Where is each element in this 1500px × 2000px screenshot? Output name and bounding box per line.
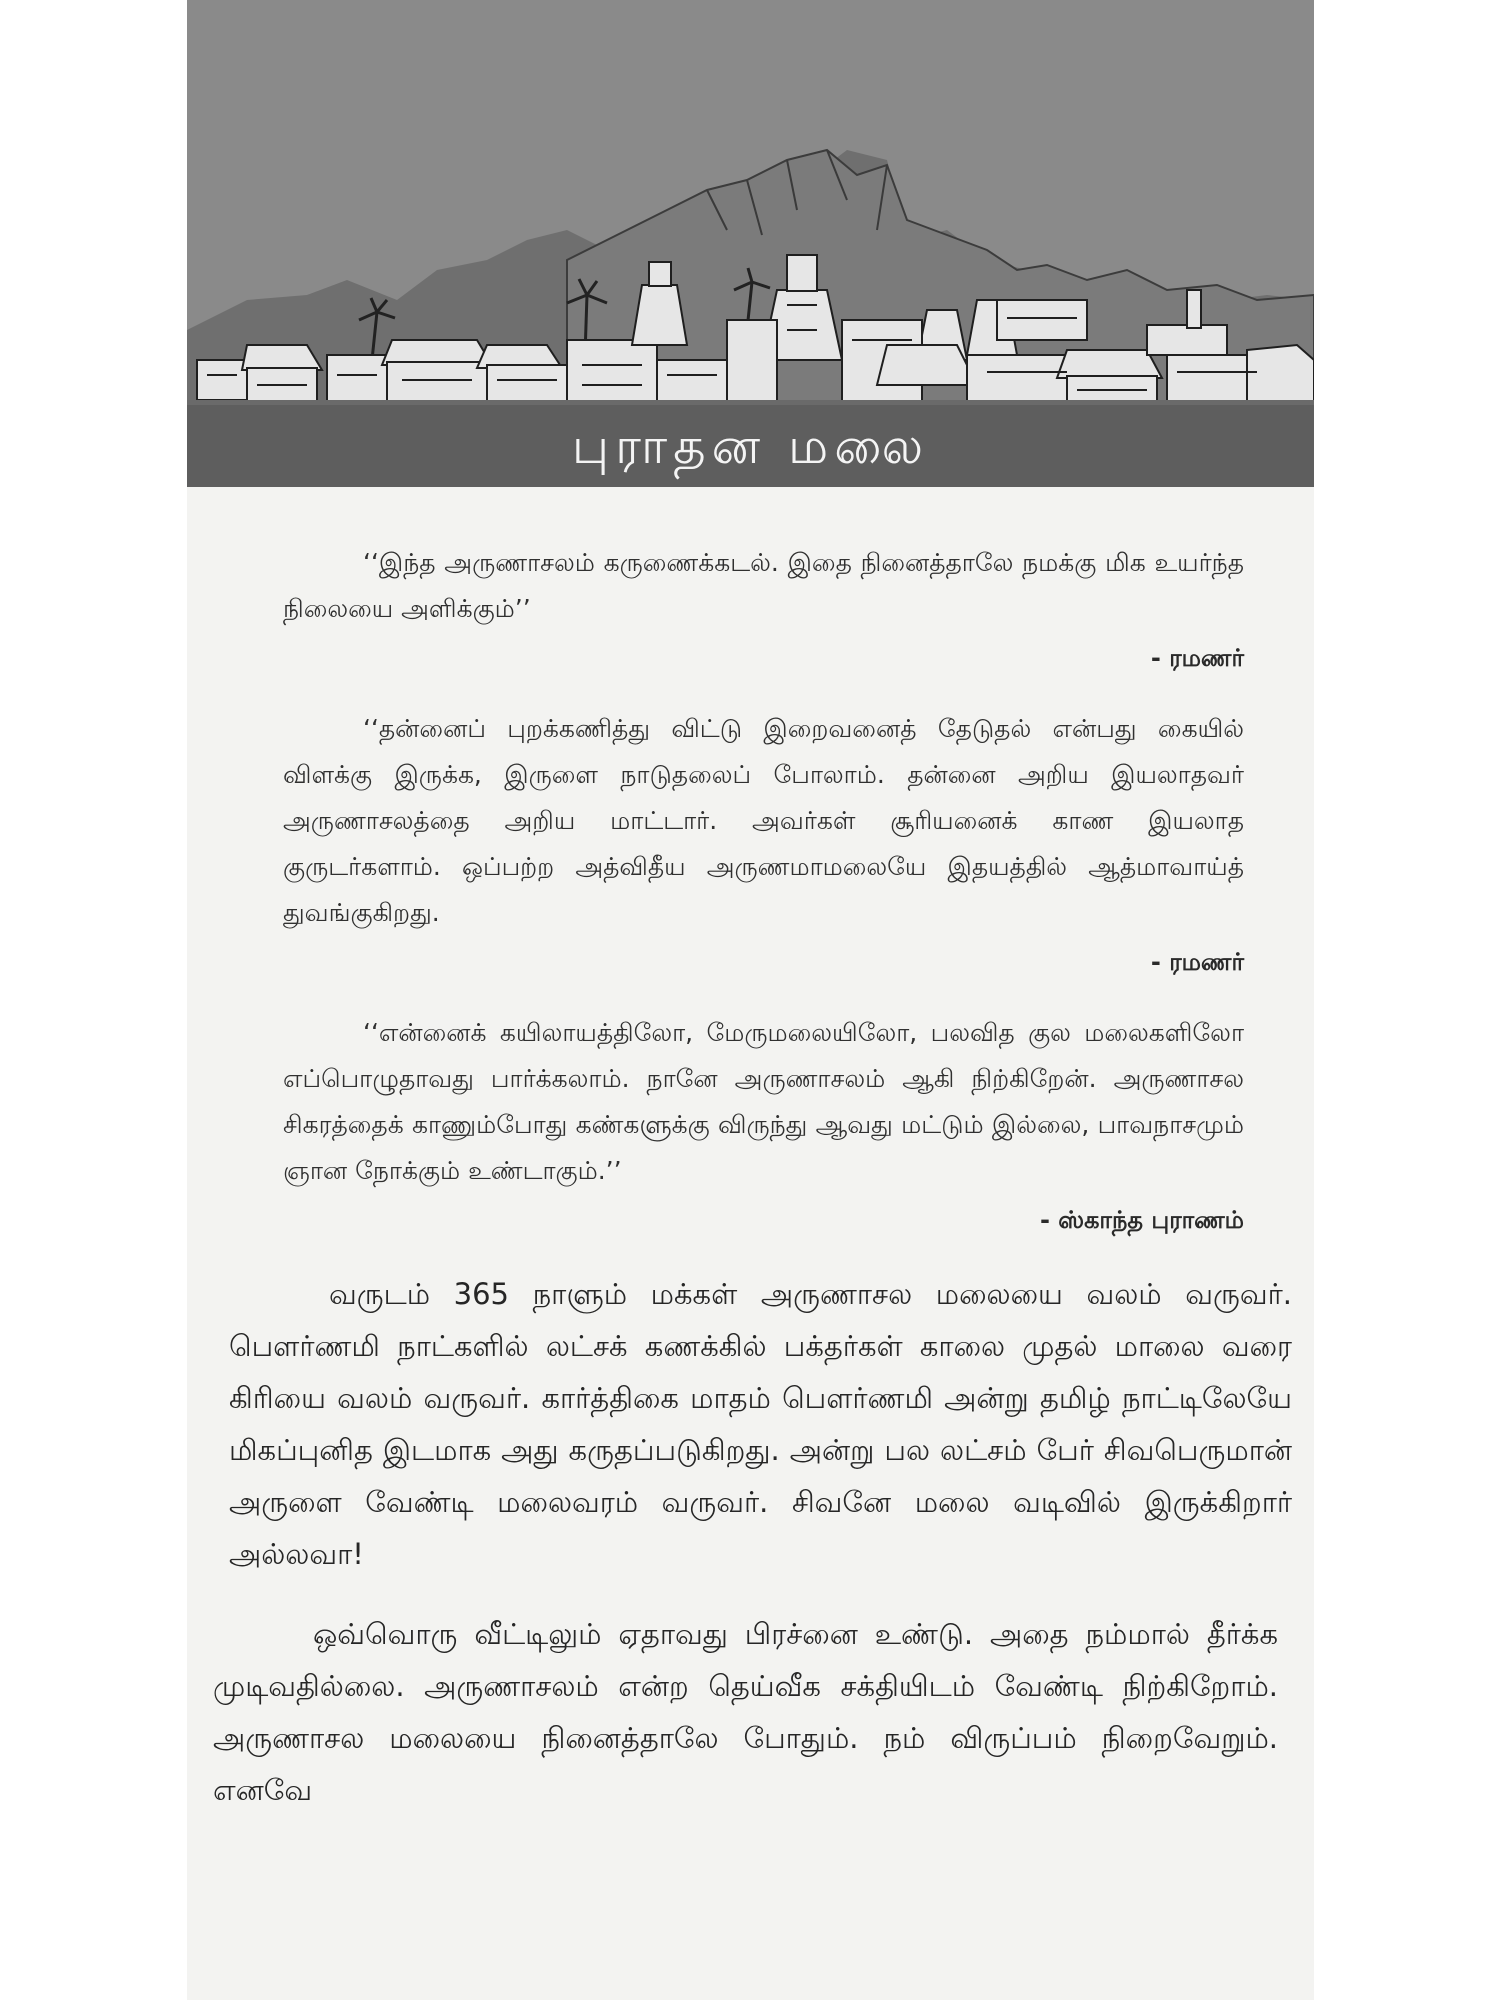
quote-2: ‘‘தன்னைப் புறக்கணித்து விட்டு இறைவனைத் தேடுதல் என்பது கையில் விளக்கு இருக்க, இருளை நாடுதலைப் போலாம். தன்னை அறிய இயலாதவர் அருணாசலத்தை அறிய மாட்டார். அவர்கள் சூரியனைக் காண இயலாத குருடர்களாம். ஒப்பற்ற அத்விதீய அருணமாமலையே இதயத்தில் ஆத்மாவாய்த் துவங்குகிறது. [283,714,1244,927]
page-text [187,540,1314,1816]
quote-1-attribution: - ரமணர் [1150,644,1244,672]
quote-3-attribution: - ஸ்காந்த புராணம் [1039,1206,1244,1234]
body-paragraph-1: வருடம் 365 நாளும் மக்கள் அருணாசல மலையை வலம் வருவர். பௌர்ணமி நாட்களில் லட்சக் கணக்கில் பக்தர்கள் காலை முதல் மாலை வரை கிரியை வலம் வருவர். கார்த்திகை மாதம் பௌர்ணமி அன்று தமிழ் நாட்டிலேயே மிகப்புனித இடமாக அது கருதப்படுகிறது. அன்று பல லட்சம் பேர் சிவபெருமான் அருளை வேண்டி மலைவரம் வருவர். சிவனே மலை வடிவில் இருக்கிறார் அல்லவா! [229,1277,1292,1571]
mountain-town-illustration [187,0,1314,410]
book-page [187,0,1314,2000]
quote-2-attribution: - ரமணர் [1150,948,1244,976]
chapter-title: புராதன மலை [187,405,1314,487]
body-paragraph-2: ஒவ்வொரு வீட்டிலும் ஏதாவது பிரச்னை உண்டு. அதை நம்மால் தீர்க்க முடிவதில்லை. அருணாசலம் என்ற தெய்வீக சக்தியிடம் வேண்டி நிற்கிறோம். அருணாசல மலையை நினைத்தாலே போதும். நம் விருப்பம் நிறைவேறும். எனவே [213,1617,1278,1807]
quote-3: ‘‘என்னைக் கயிலாயத்திலோ, மேருமலையிலோ, பலவித குல மலைகளிலோ எப்பொழுதாவது பார்க்கலாம். நானே அருணாசலம் ஆகி நிற்கிறேன். அருணாசல சிகரத்தைக் காணும்போது கண்களுக்கு விருந்து ஆவது மட்டும் இல்லை, பாவநாசமும் ஞான நோக்கும் உண்டாகும்.’’ [283,1018,1244,1185]
quote-1: ‘‘இந்த அருணாசலம் கருணைக்கடல். இதை நினைத்தாலே நமக்கு மிக உயர்ந்த நிலையை அளிக்கும்’’ [283,548,1244,623]
header-banner [187,0,1314,487]
